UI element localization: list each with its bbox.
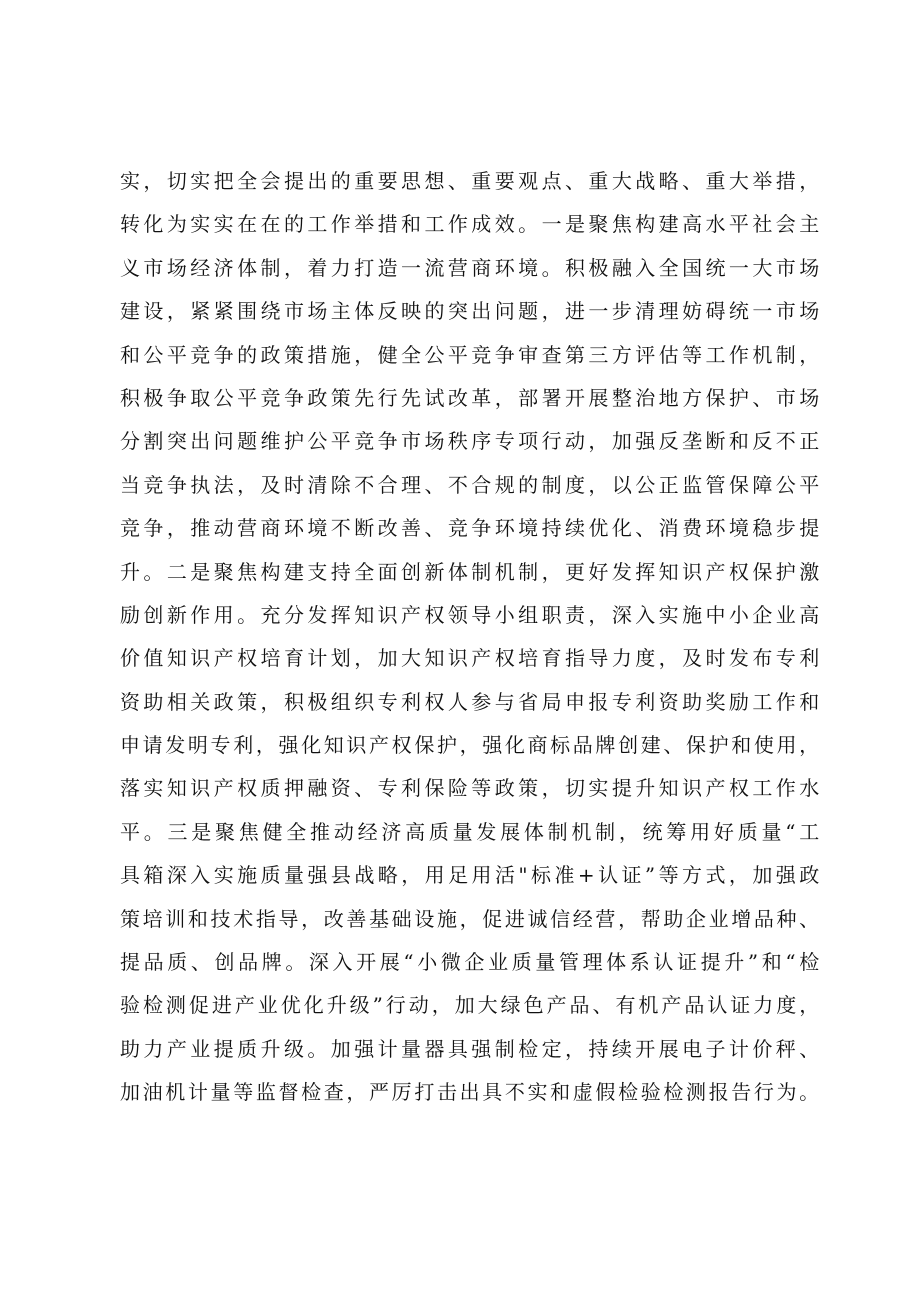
text-line: 转化为实实在在的工作举措和工作成效。一是聚焦构建高水平社会主 bbox=[120, 212, 820, 237]
text-line: 升。二是聚焦构建支持全面创新体制机制，更好发挥知识产权保护激 bbox=[120, 559, 820, 584]
text-line: 落实知识产权质押融资、专利保险等政策，切实提升知识产权工作水 bbox=[120, 776, 820, 801]
text-line: 竞争，推动营商环境不断改善、竞争环境持续优化、消费环境稳步提 bbox=[120, 516, 820, 541]
text-line: 资助相关政策，积极组织专利权人参与省局申报专利资助奖励工作和 bbox=[120, 689, 820, 714]
text-line: 分割突出问题维护公平竞争市场秩序专项行动，加强反垄断和反不正 bbox=[120, 429, 820, 454]
text-line: 和公平竞争的政策措施，健全公平竞争审查第三方评估等工作机制， bbox=[120, 342, 820, 367]
text-line: 策培训和技术指导，改善基础设施，促进诚信经营，帮助企业增品种、 bbox=[120, 906, 820, 931]
text-line: 具箱深入实施质量强县战略，用足用活"标准+认证”等方式，加强政 bbox=[120, 863, 820, 888]
text-line: 加油机计量等监督检查，严厉打击出具不实和虚假检验检测报告行为。 bbox=[120, 1080, 820, 1105]
text-line: 义市场经济体制，着力打造一流营商环境。积极融入全国统一大市场 bbox=[120, 255, 820, 280]
text-line: 当竞争执法，及时清除不合理、不合规的制度，以公正监管保障公平 bbox=[120, 472, 820, 497]
text-line: 提品质、创品牌。深入开展“小微企业质量管理体系认证提升”和“检 bbox=[120, 950, 820, 975]
text-line: 价值知识产权培育计划，加大知识产权培育指导力度，及时发布专利 bbox=[120, 646, 820, 671]
text-line: 平。三是聚焦健全推动经济高质量发展体制机制，统筹用好质量“工 bbox=[120, 819, 820, 844]
text-line: 积极争取公平竞争政策先行先试改革，部署开展整治地方保护、市场 bbox=[120, 385, 820, 410]
text-line: 助力产业提质升级。加强计量器具强制检定，持续开展电子计价秤、 bbox=[120, 1036, 820, 1061]
text-line: 申请发明专利，强化知识产权保护，强化商标品牌创建、保护和使用， bbox=[120, 733, 820, 758]
body-paragraph bbox=[120, 160, 820, 1115]
text-line: 建设，紧紧围绕市场主体反映的突出问题，进一步清理妨碍统一市场 bbox=[120, 299, 820, 324]
text-line: 验检测促进产业优化升级”行动，加大绿色产品、有机产品认证力度， bbox=[120, 993, 820, 1018]
text-line: 励创新作用。充分发挥知识产权领导小组职责，深入实施中小企业高 bbox=[120, 602, 820, 627]
text-line: 实，切实把全会提出的重要思想、重要观点、重大战略、重大举措， bbox=[120, 169, 820, 193]
